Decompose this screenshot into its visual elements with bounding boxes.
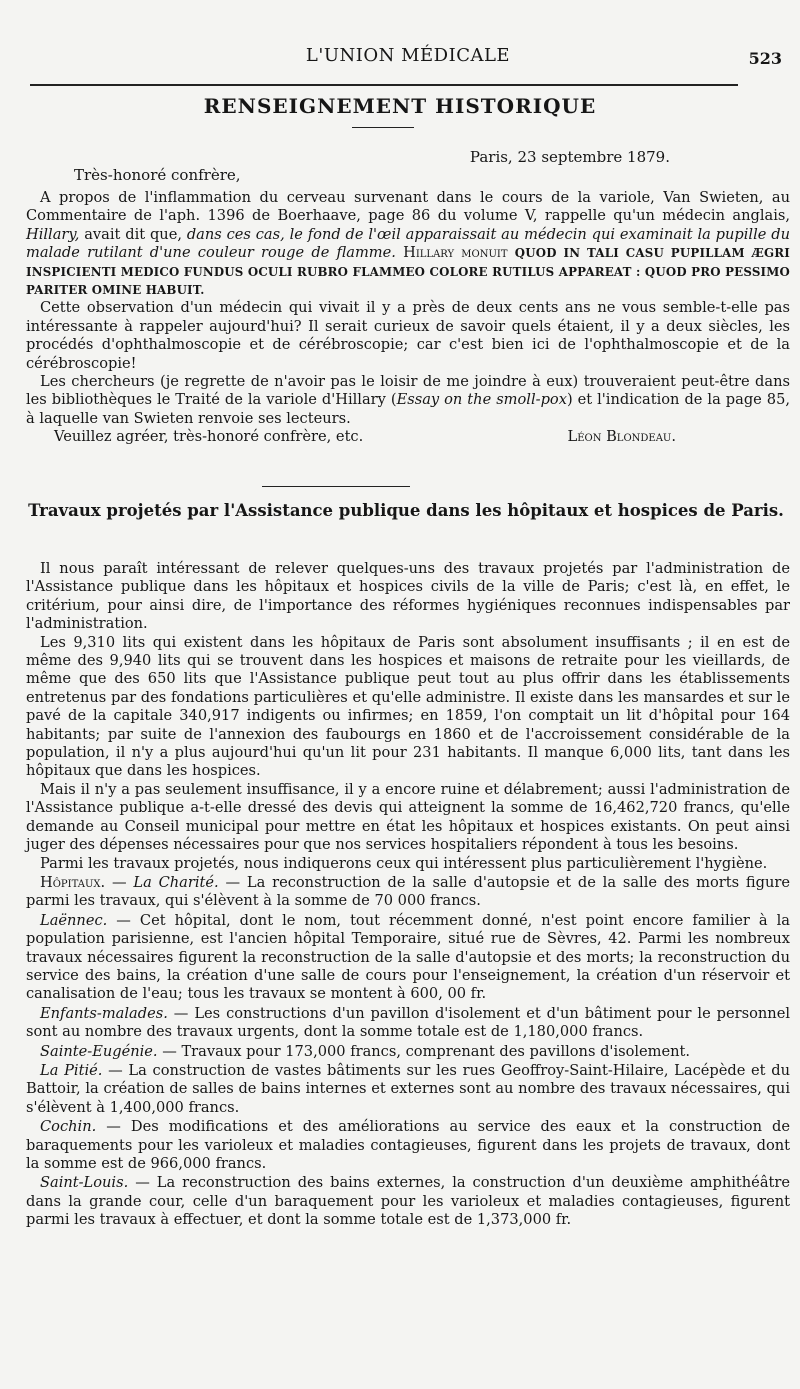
article-separator-rule (262, 486, 410, 487)
article-paragraph: Parmi les travaux projetés, nous indiquerons ceux qui intéressent plus particulièrement l'hygiène. (40, 854, 768, 872)
latin-quote: QUOD IN TALI CASU PUPILLAM ÆGRI INSPICIENTI MEDICO FUNDUS OCULI RUBRO FLAMMEO COLORE RUTILUS APPAREAT : QUOD PRO PESSIMO PARITER OMINE HABUIT. (26, 246, 791, 298)
letter-dateline: Paris, 23 septembre 1879. (469, 148, 670, 166)
letter-closing-row (26, 428, 790, 446)
letter-salutation: Très-honoré confrère, (74, 166, 241, 184)
letter-body (26, 189, 790, 447)
letter-closing: Veuillez agréer, très-honoré confrère, etc. (54, 428, 364, 446)
letter-paragraph-3: Les chercheurs (je regrette de n'avoir pas le loisir de me joindre à eux) trouveraient peut-être dans les bibliothèques le Traité de la variole d'Hillary (Essay on the smoll-pox) et l'indication de la page 85, à laquelle van Swieten renvoie ses lecteurs. (26, 373, 790, 427)
entry-la-pitie: La Pitié. — La construction de vastes bâtiments sur les rues Geoffroy-Saint-Hilaire, Lacépède et du Battoir, la création de salles de bains internes et externes sont au nombre des travaux nécessaires, qui s'élèvent à 1,400,000 francs. (26, 1061, 790, 1116)
article-paragraph: Mais il n'y a pas seulement insuffisance, il y a encore ruine et délabrement; aussi l'administration de l'Assistance publique a-t-elle dressé des devis qui atteignent la somme de 16,462,720 francs, qu'elle demande au Conseil municipal pour mettre en état les hôpitaux et hospices existants. On peut ainsi juger des dépenses nécessaires pour que nos services hospitaliers répondent à tous les besoins. (26, 780, 790, 854)
entry-la-charite: Hôpitaux. — La Charité. — La reconstruction de la salle d'autopsie et de la salle des morts figure parmi les travaux, qui s'élèvent à la somme de 70 000 francs. (26, 873, 790, 910)
article-paragraph: Il nous paraît intéressant de relever quelques-uns des travaux projetés par l'administration de l'Assistance publique dans les hôpitaux et hospices civils de la ville de Paris; c'est là, en effet, le critérium, pour ainsi dire, de l'importance des réformes hygiéniques reconnues indispensables par l'administration. (26, 560, 790, 633)
entry-enfants-malades: Enfants-malades. — Les constructions d'un pavillon d'isolement et d'un bâtiment pour le personnel sont au nombre des travaux urgents, dont la somme totale est de 1,180,000 francs. (26, 1004, 790, 1041)
header-rule (30, 84, 738, 86)
quoted-observation: dans ces cas, le fond de l'œil apparaissait au médecin qui examinait la pupille du malade rutilant d'une couleur rouge de flamme. (26, 225, 790, 262)
article-body (26, 560, 790, 1230)
section-title: RENSEIGNEMENT HISTORIQUE (203, 94, 597, 118)
entry-saint-louis: Saint-Louis. — La reconstruction des bains externes, la construction d'un deuxième amphithéâtre dans la grande cour, celle d'un baraquement pour les varioleux et maladies contagieuses, figurent parmi les travaux à effectuer, et dont la somme totale est de 1,373,000 fr. (26, 1174, 790, 1229)
hillary-name: Hillary, (26, 225, 80, 243)
article-paragraph: Les 9,310 lits qui existent dans les hôpitaux de Paris sont absolument insuffisants ; il en est de même des 9,940 lits qui se trouvent dans les hospices et maisons de retraite pour les vieillards, de même que des 650 lits que l'Assistance publique peut tout au plus offrir dans les établissements entretenus par des fondations particulières et qu'elle administre. Il existe dans les mansardes et sur le pavé de la capitale 340,917 indigents ou infirmes; en 1859, l'on comptait un lit d'hôpital pour 164 habitants; par suite de l'annexion des faubourgs en 1860 et de l'accroissement considérable de la population, il n'y a plus aujourd'hui qu'un lit pour 231 habitants. Il manque 6,000 lits, tant dans les hôpitaux que dans les hospices. (26, 633, 790, 780)
letter-signature: Léon Blondeau. (567, 428, 676, 446)
entry-cochin: Cochin. — Des modifications et des améliorations au service des eaux et la construction de baraquements pour les varioleux et maladies contagieuses, figurent dans les projets de travaux, dont la somme est de 966,000 francs. (26, 1118, 790, 1172)
letter-paragraph-1: A propos de l'inflammation du cerveau survenant dans le cours de la variole, Van Swieten, au Commentaire de l'aph. 1396 de Boerhaave, page 86 du volume V, rappelle qu'un médecin anglais, Hillary, avait dit que, dans ces cas, le fond de l'œil apparaissait au médecin qui examinait la pupille du malade rutilant d'une couleur rouge de flamme. Hillary monuit QUOD IN TALI CASU PUPILLAM ÆGRI INSPICIENTI MEDICO FUNDUS OCULI RUBRO FLAMMEO COLORE RUTILUS APPAREAT : QUOD PRO PESSIMO PARITER OMINE HABUIT. (26, 189, 791, 298)
article-title: Travaux projetés par l'Assistance publique dans les hôpitaux et hospices de Paris. (28, 501, 784, 520)
running-header (26, 45, 790, 75)
essay-title: Essay on the smoll-pox (396, 391, 567, 409)
section-title-rule (352, 127, 414, 128)
page-number: 523 (748, 49, 782, 68)
letter-paragraph-2: Cette observation d'un médecin qui vivait il y a près de deux cents ans ne vous semble-t-elle pas intéressante à rappeler aujourd'hui? Il serait curieux de savoir quels étaient, il y a deux siècles, les procédés d'ophthalmoscopie et de cérébroscopie; car c'est bien ici de l'ophthalmoscopie et de la cérébroscopie! (26, 299, 790, 372)
hopitaux-label: Hôpitaux. (40, 873, 106, 891)
entry-sainte-eugenie: Sainte-Eugénie. — Travaux pour 173,000 francs, comprenant des pavillons d'isolement. (40, 1042, 691, 1060)
entry-laennec: Laënnec. — Cet hôpital, dont le nom, tout récemment donné, n'est point encore familier à la population parisienne, est l'ancien hôpital Temporaire, situé rue de Sèvres, 42. Parmi les nombreux travaux nécessaires figurent la reconstruction de la salle d'autopsie et des morts; la reconstruction du service des bains, la création d'une salle de cours pour l'enseignement, la création d'un réservoir et canalisation de l'eau; tous les travaux se montent à 600, 00 fr. (26, 911, 790, 1003)
journal-title: L'UNION MÉDICALE (305, 45, 511, 66)
